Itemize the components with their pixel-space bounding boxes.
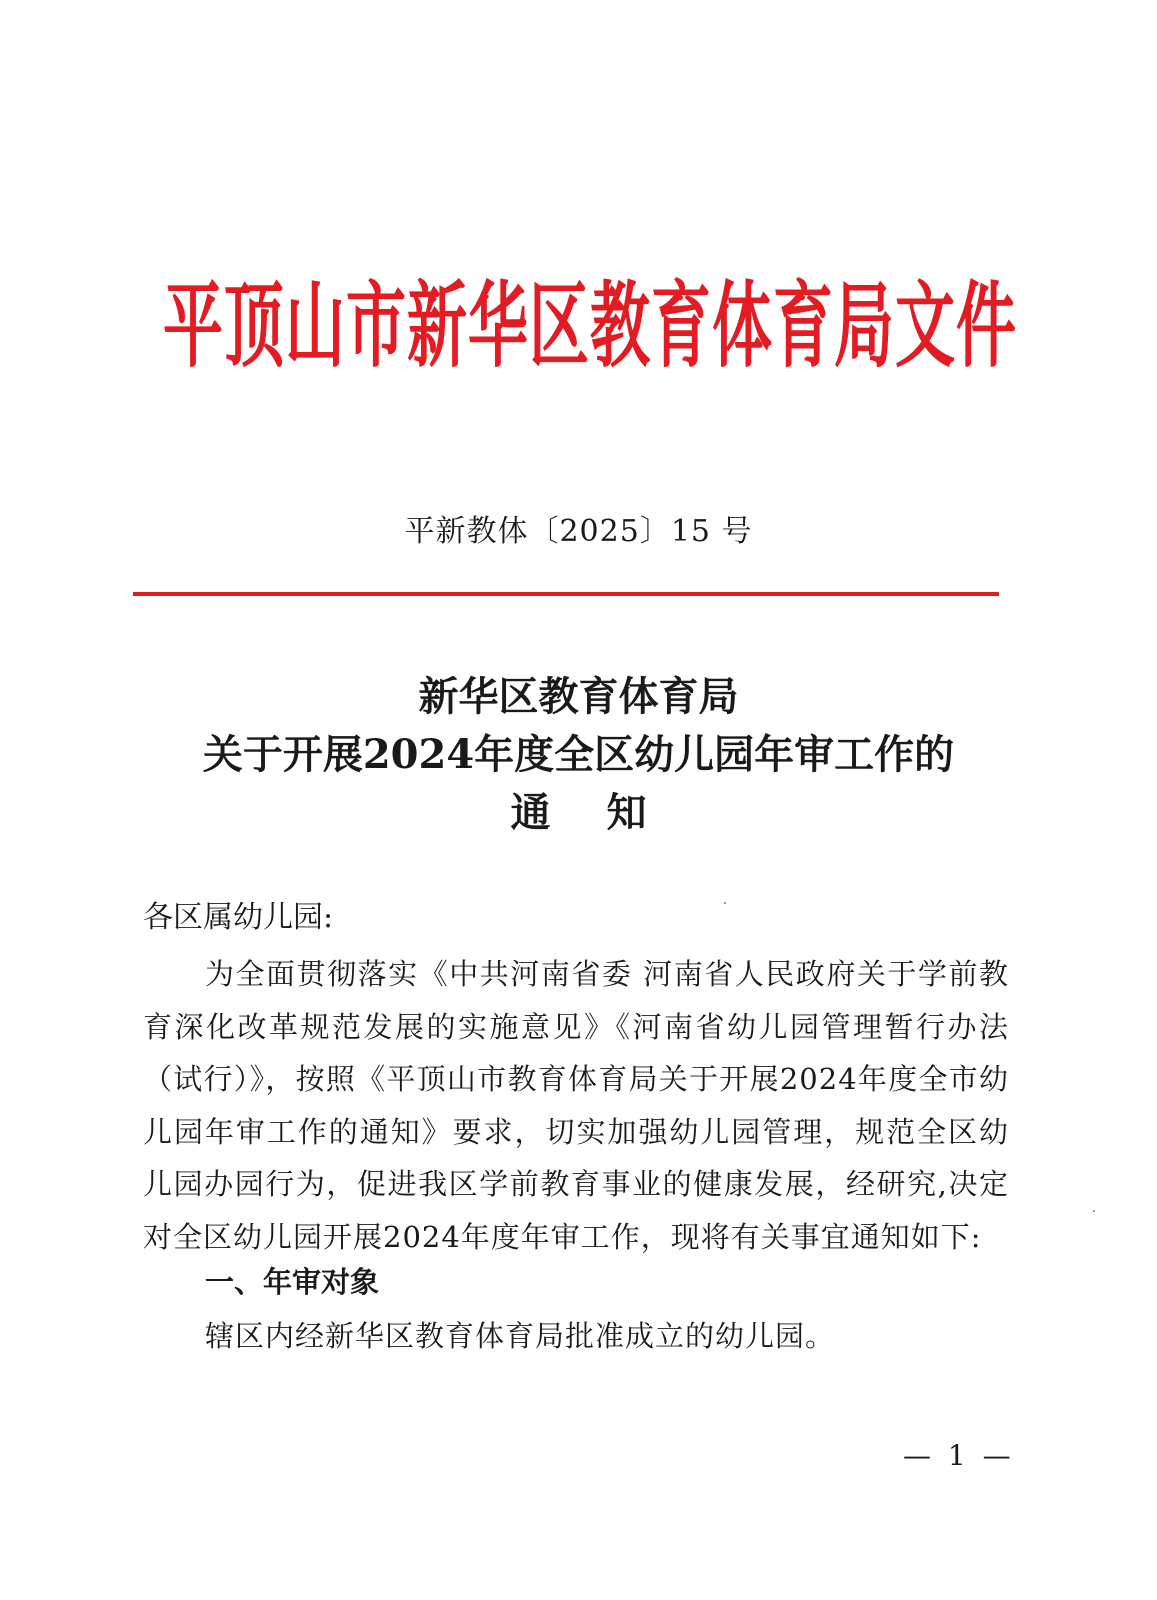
scan-speck xyxy=(724,902,726,904)
page-number: — 1 — xyxy=(903,1439,1015,1472)
title-line-issuer: 新华区教育体育局 xyxy=(418,673,739,720)
scan-speck xyxy=(1093,1210,1095,1212)
document-number: 平新教体〔2025〕15 号 xyxy=(404,514,753,549)
title-line-subject: 关于开展2024年度全区幼儿园年审工作的 xyxy=(202,731,955,778)
masthead-title: 平顶山市新华区教育体育局文件 xyxy=(163,272,1017,382)
body-paragraph: 为全面贯彻落实《中共河南省委 河南省人民政府关于学前教育深化改革规范发展的实施意见》《河南省幼儿园管理暂行办法（试行）》，按照《平顶山市教育体育局关于开展2024年度全市幼儿园年审工作的通知》要求，切实加强幼儿园管理，规范全区幼儿园办园行为，促进我区学前教育事业的健康发展，经研究,决定对全区幼儿园开展2024年度年审工作，现将有关事宜通知如下: xyxy=(143,957,1009,1254)
salutation: 各区属幼儿园: xyxy=(143,900,334,935)
masthead xyxy=(150,262,1030,392)
section-text: 辖区内经新华区教育体育局批准成立的幼儿园。 xyxy=(205,1319,836,1353)
red-divider-line xyxy=(133,592,999,596)
notice-title xyxy=(0,668,1157,842)
title-line-notice: 通知 xyxy=(510,789,703,836)
section-heading: 一、年审对象 xyxy=(205,1265,380,1299)
